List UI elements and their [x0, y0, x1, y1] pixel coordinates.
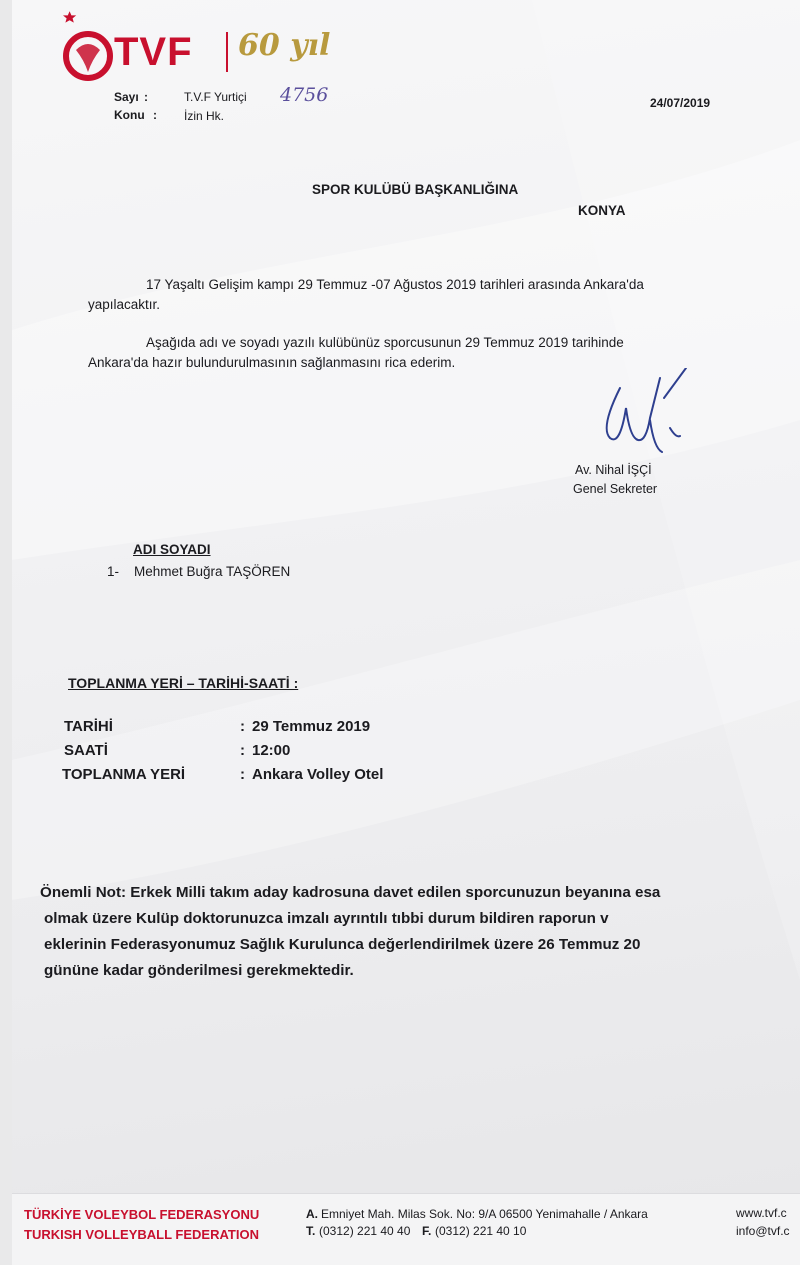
letter-page — [12, 0, 800, 1265]
footer-address: Emniyet Mah. Milas Sok. No: 9/A 06500 Yenimahalle / Ankara — [321, 1207, 648, 1221]
meeting-row-sep: : — [240, 742, 245, 759]
footer-phone-label: T. — [306, 1224, 316, 1238]
sayi-value: T.V.F Yurtiçi — [184, 90, 247, 104]
handwritten-signature — [590, 368, 710, 468]
paragraph1-line1: 17 Yaşaltı Gelişim kampı 29 Temmuz -07 Ağustos 2019 tarihleri arasında Ankara'da — [146, 277, 644, 292]
athlete-number: 1- — [107, 564, 120, 579]
note-line2: olmak üzere Kulüp doktorunuzca imzalı ayrıntılı tıbbi durum bildiren raporun v — [44, 910, 609, 927]
athlete-name: Mehmet Buğra TAŞÖREN — [134, 564, 291, 579]
logo-divider — [226, 32, 228, 72]
meeting-row-value: 29 Temmuz 2019 — [252, 718, 371, 735]
footer-phone: (0312) 221 40 40 — [319, 1224, 411, 1238]
meeting-row-sep: : — [240, 718, 245, 735]
footer-email-link[interactable]: info@tvf.c — [736, 1224, 790, 1238]
note-line1: Önemli Not: Erkek Milli takım aday kadrosuna davet edilen sporcunuzun beyanına esa — [40, 884, 661, 901]
logo-text: TVF — [114, 30, 193, 74]
letter-footer — [12, 1193, 800, 1265]
sayi-handwritten-number: 4756 — [280, 84, 329, 106]
footer-fax-label: F. — [422, 1224, 432, 1238]
konu-label: Konu — [114, 108, 145, 122]
letter-date: 24/07/2019 — [650, 96, 711, 110]
sayi-colon: : — [144, 90, 148, 104]
signatory-title: Genel Sekreter — [573, 482, 658, 496]
meeting-row-value: 12:00 — [252, 742, 291, 759]
anniversary-badge: 60 yıl — [238, 28, 331, 63]
footer-org-tr: TÜRKİYE VOLEYBOL FEDERASYONU — [24, 1207, 260, 1222]
footer-website-link[interactable]: www.tvf.c — [736, 1206, 787, 1220]
footer-address-label: A. — [306, 1207, 318, 1221]
meeting-row-label: SAATİ — [64, 742, 108, 759]
meeting-row-label: TOPLANMA YERİ — [62, 766, 186, 783]
konu-value: İzin Hk. — [184, 109, 225, 123]
paragraph2-line2: Ankara'da hazır bulundurulmasının sağlanmasını rica ederim. — [88, 355, 456, 370]
paragraph2-line1: Aşağıda adı ve soyadı yazılı kulübünüz sporcusunun 29 Temmuz 2019 tarihinde — [146, 335, 624, 350]
sayi-label: Sayı — [114, 90, 139, 104]
konu-colon: : — [153, 108, 157, 122]
signatory-name: Av. Nihal İŞÇİ — [575, 463, 652, 477]
note-line4: gününe kadar gönderilmesi gerekmektedir. — [44, 962, 354, 979]
addressee-line1: SPOR KULÜBÜ BAŞKANLIĞINA — [312, 182, 519, 197]
note-line3: eklerinin Federasyonumuz Sağlık Kurulunca değerlendirilmek üzere 26 Temmuz 20 — [44, 936, 641, 953]
athletes-heading: ADI SOYADI — [133, 542, 211, 557]
tvf-logo — [56, 10, 366, 82]
meeting-row-value: Ankara Volley Otel — [252, 766, 384, 783]
paragraph1-line2: yapılacaktır. — [88, 297, 161, 312]
meeting-heading: TOPLANMA YERİ – TARİHİ-SAATİ : — [68, 675, 299, 691]
addressee-line2: KONYA — [578, 203, 626, 218]
footer-org-en: TURKISH VOLLEYBALL FEDERATION — [24, 1227, 259, 1242]
footer-fax: (0312) 221 40 10 — [435, 1224, 527, 1238]
meeting-row-sep: : — [240, 766, 245, 783]
meeting-row-label: TARİHİ — [64, 718, 113, 735]
